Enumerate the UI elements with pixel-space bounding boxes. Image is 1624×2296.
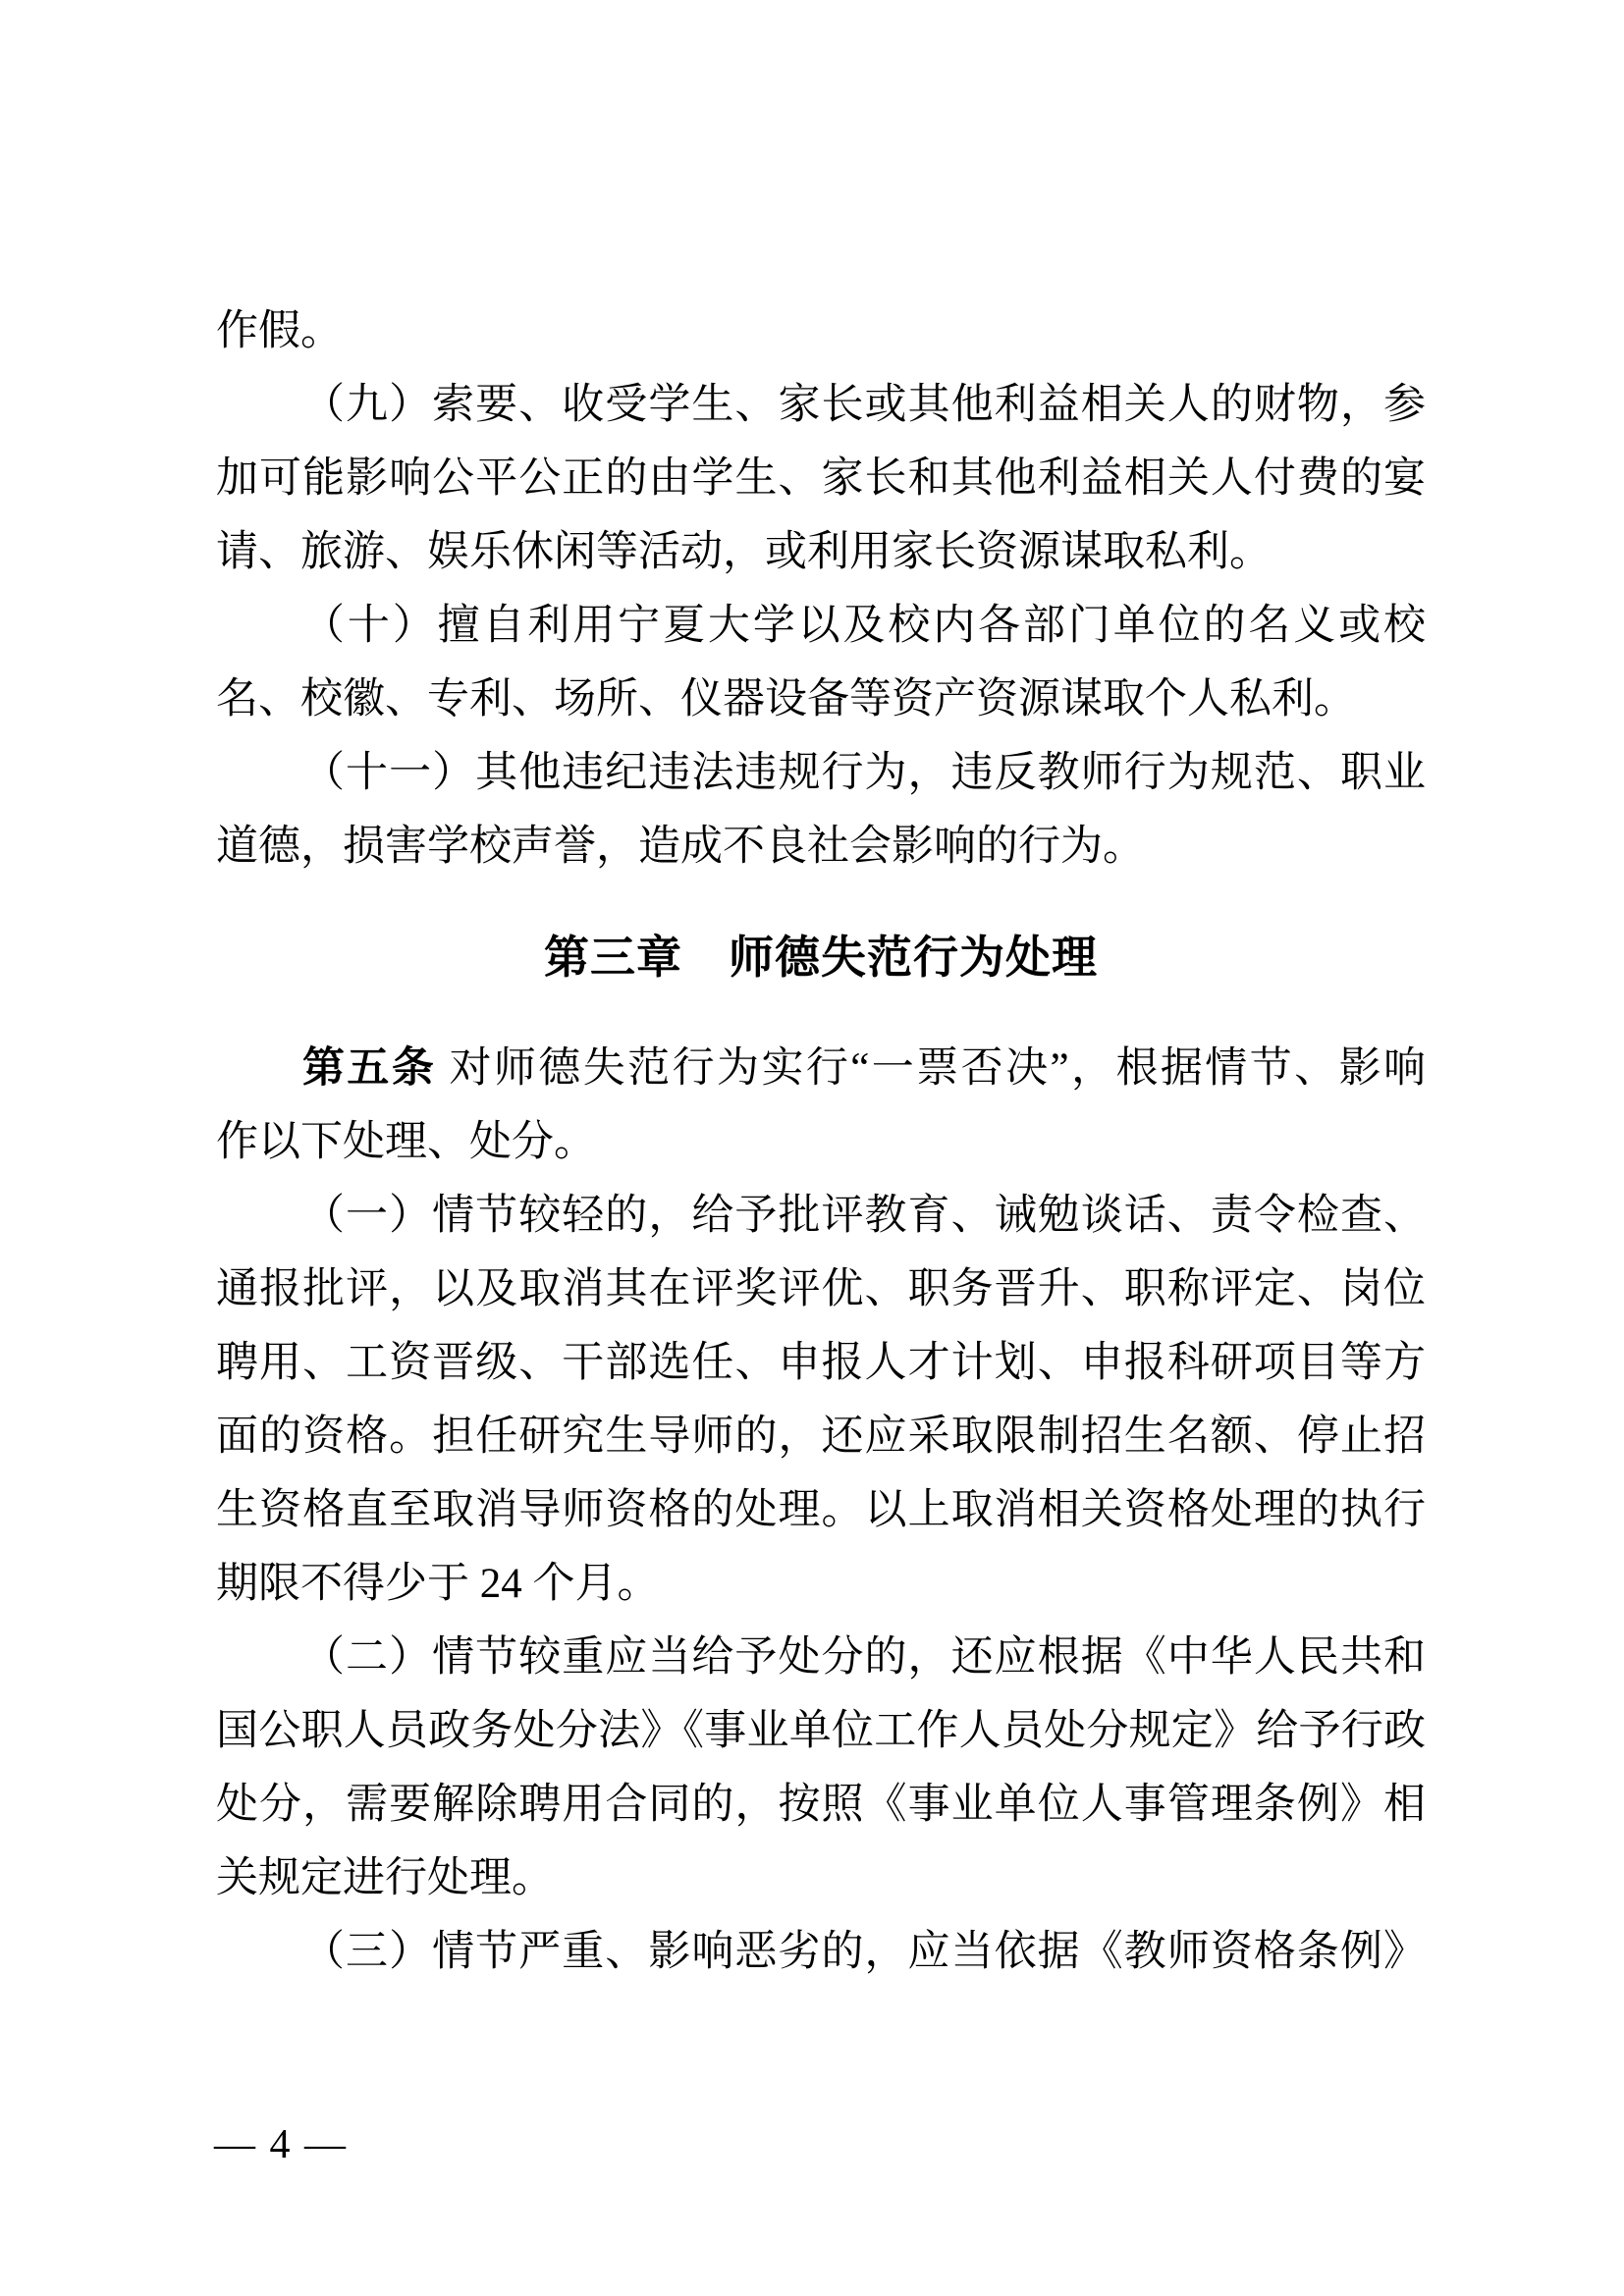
- text-line: 名、校徽、专利、场所、仪器设备等资产资源谋取个人私利。: [216, 676, 1356, 722]
- text-line: 请、旅游、娱乐休闲等活动，或利用家长资源谋取私利。: [216, 529, 1272, 575]
- document-body: [216, 294, 1426, 1989]
- paragraph: [216, 1915, 1426, 1989]
- text-line: 道德，损害学校声誉，造成不良社会影响的行为。: [216, 824, 1145, 870]
- chapter-heading: 第三章 师德失范行为处理: [544, 932, 1098, 983]
- article-number: 第五条: [302, 1045, 437, 1092]
- text-line: 第五条 对师德失范行为实行“一票否决”，根据情节、影响: [302, 1045, 1426, 1092]
- text-line: （二）情节较重应当给予处分的，还应根据《中华人民共和: [302, 1634, 1426, 1681]
- text-line: 面的资格。担任研究生导师的，还应采取限制招生名额、停止招: [216, 1414, 1426, 1460]
- text-line: 聘用、工资晋级、干部选任、申报人才计划、申报科研项目等方: [216, 1340, 1426, 1386]
- text-line: （十一）其他违纪违法违规行为，违反教师行为规范、职业: [302, 750, 1426, 796]
- text-line: 处分，需要解除聘用合同的，按照《事业单位人事管理条例》相: [216, 1782, 1426, 1828]
- text-line: （一）情节较轻的，给予批评教育、诫勉谈话、责令检查、: [302, 1193, 1426, 1239]
- text-line: 关规定进行处理。: [216, 1855, 554, 1901]
- paragraph: [216, 1032, 1426, 1179]
- paragraph: [216, 1621, 1426, 1915]
- text-line: 国公职人员政务处分法》《事业单位工作人员处分规定》给予行政: [216, 1708, 1426, 1754]
- text-line: 通报批评，以及取消其在评奖评优、职务晋升、职称评定、岗位: [216, 1266, 1426, 1312]
- text-line: （三）情节严重、影响恶劣的，应当依据《教师资格条例》: [302, 1929, 1426, 1975]
- text-line: 作假。: [216, 308, 343, 354]
- text-line: 作以下处理、处分。: [216, 1119, 596, 1165]
- text-line: （十）擅自利用宁夏大学以及校内各部门单位的名义或校: [302, 603, 1426, 649]
- paragraph: [216, 368, 1426, 589]
- page-number: — 4 —: [214, 2122, 348, 2167]
- paragraph: [216, 294, 1426, 368]
- paragraph: [216, 736, 1426, 883]
- text-line: 加可能影响公平公正的由学生、家长和其他利益相关人付费的宴: [216, 455, 1426, 502]
- paragraph: [216, 589, 1426, 736]
- paragraph: [216, 1179, 1426, 1621]
- text-line: （九）索要、收受学生、家长或其他利益相关人的财物，参: [302, 382, 1426, 428]
- text-line: 生资格直至取消导师资格的处理。以上取消相关资格处理的执行: [216, 1487, 1426, 1533]
- text-line: 期限不得少于 24 个月。: [216, 1561, 660, 1607]
